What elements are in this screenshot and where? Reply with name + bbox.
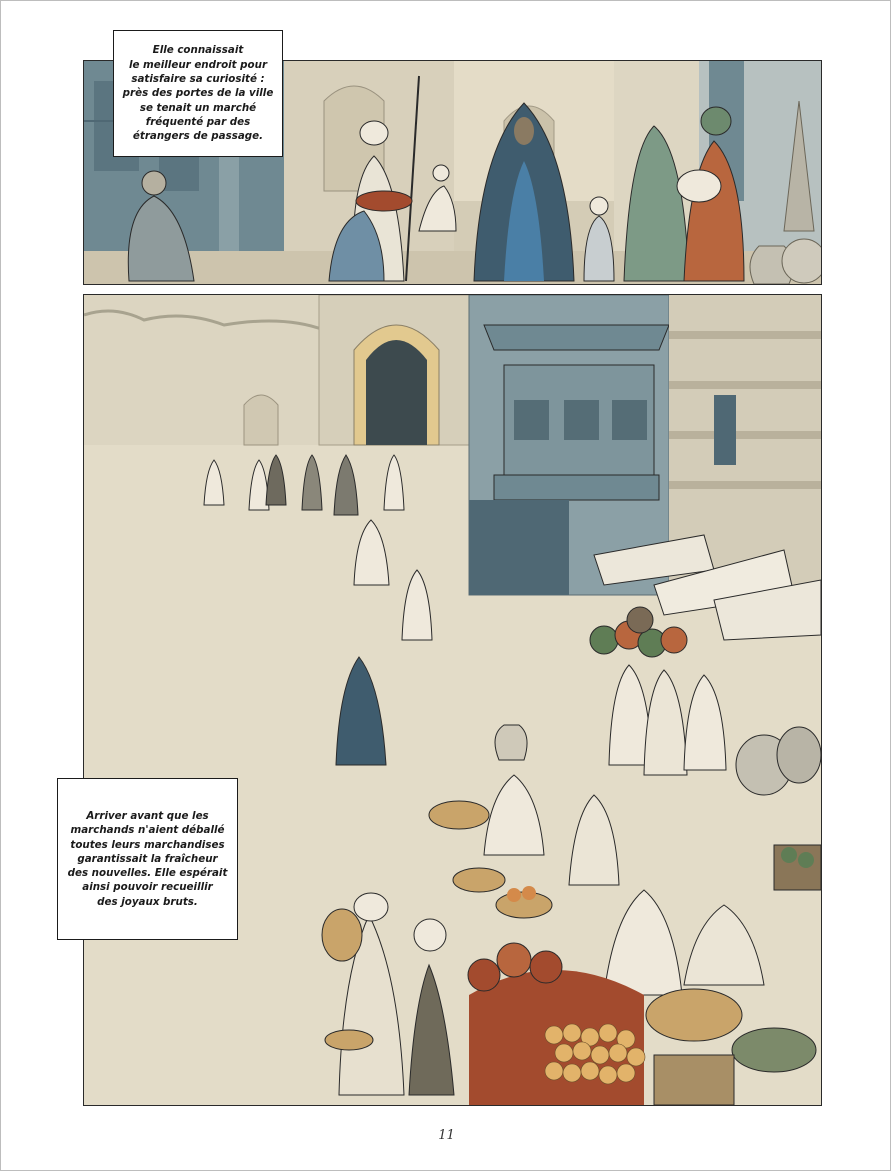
narration-caption-2: Arriver avant que les marchands n'aient déballé toutes leurs marchandises garantissait la fraîcheur des nouvelles. Elle espérait ainsi pouvoir recueillir des joyaux bruts.: [57, 778, 238, 940]
page-number: 11: [438, 1128, 455, 1143]
panel-market-square: [83, 294, 822, 1106]
panel-main-illustration: [84, 295, 821, 1105]
narration-caption-1: Elle connaissait le meilleur endroit pour satisfaire sa curiosité : près des portes de la ville se tenait un marché fréquenté par des étrangers de passage.: [113, 30, 283, 157]
